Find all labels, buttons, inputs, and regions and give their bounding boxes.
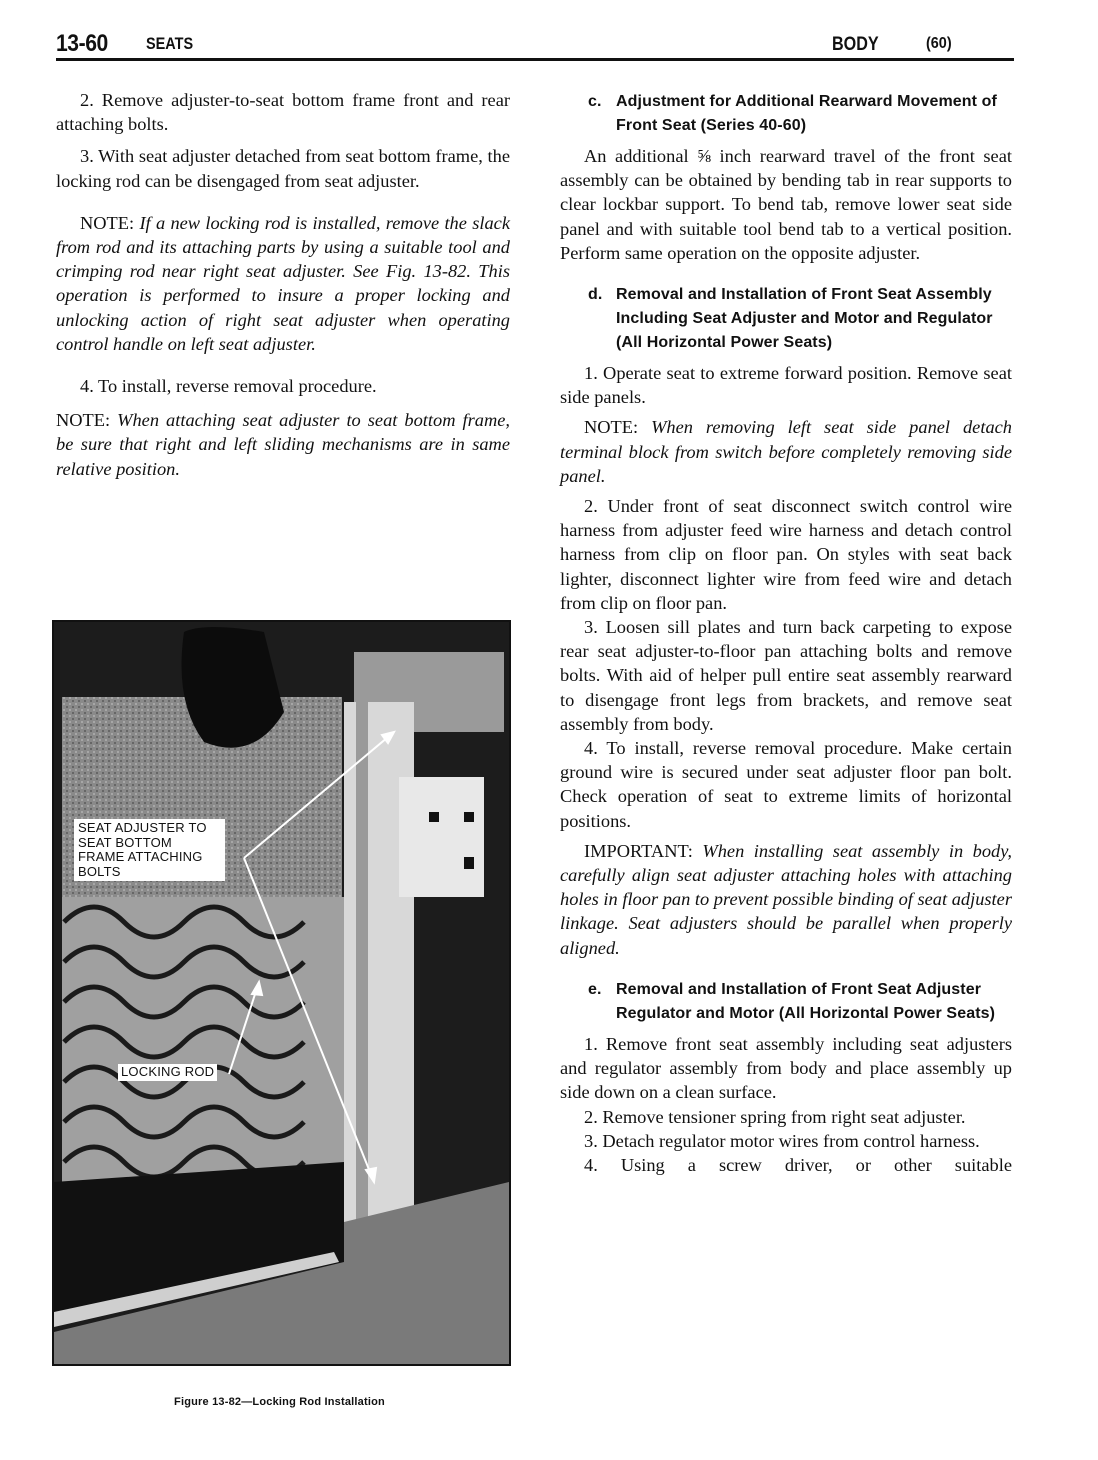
step-2-paragraph: 2. Remove adjuster-to-seat bottom frame front and rear attaching bolts.: [56, 90, 510, 135]
section-letter: c.: [588, 93, 602, 110]
section-title: Removal and Installation of Front Seat Assembly Including Seat Adjuster and Motor and Regulator (All Horizontal Power Seats): [616, 286, 993, 352]
step-3-paragraph: 3. Loosen sill plates and turn back carpeting to expose rear seat adjuster-to-floor pan attaching bolts and remove bolts. With aid of helper pull entire seat assembly rearward to disengage front legs from brackets, and remove seat assembly from body.: [560, 617, 1012, 734]
seat-adjuster-photo: [54, 622, 509, 1364]
step-4-paragraph: 4. To install, reverse removal procedure.: [80, 376, 377, 397]
body-paragraph: An additional ⅝ inch rearward travel of the front seat assembly can be obtained by bending tab in rear supports to clear lockbar support. To bend tab, remove lower seat side panel and with suitable tool bend tab to a vertical position. Perform same operation on the opposite adjuster.: [560, 146, 1012, 263]
note-paragraph: [56, 408, 510, 481]
step-1-paragraph: 1. Operate seat to extreme forward position. Remove seat side panels.: [560, 363, 1012, 408]
important-label: IMPORTANT:: [584, 840, 693, 861]
note-text: When attaching seat adjuster to seat bottom frame, be sure that right and left sliding mechanisms are in same relative position.: [56, 410, 510, 479]
callout-label: SEAT ADJUSTER TO SEAT BOTTOM FRAME ATTACHING BOLTS: [74, 819, 225, 881]
section-letter: d.: [588, 286, 603, 304]
note-label: NOTE:: [584, 417, 639, 438]
step-2-paragraph: 2. Under front of seat disconnect switch control wire harness from adjuster feed wire harness and detach control harness from clip on floor pan. On styles with seat back lighter, disconnect lighter wire from feed wire and detach from clip on floor pan.: [560, 496, 1012, 613]
note-paragraph: [560, 415, 1012, 488]
section-title: Adjustment for Additional Rearward Movement of Front Seat (Series 40-60): [616, 93, 997, 134]
step-2-paragraph: 2. Remove tensioner spring from right seat adjuster.: [584, 1106, 966, 1127]
section-heading: [560, 283, 1012, 355]
step-4-paragraph: 4. To install, reverse removal procedure. Make certain ground wire is secured under seat adjuster floor pan bolt. Check operation of seat to extreme limits of horizontal positions.: [560, 738, 1012, 831]
note-label: NOTE:: [56, 410, 111, 431]
important-text: When installing seat assembly in body, carefully align seat adjuster attaching holes with attaching holes in floor pan to prevent possible binding of seat adjuster linkage. Seat adjusters should be parallel when properly aligned.: [560, 840, 1012, 958]
note-paragraph: [56, 211, 510, 356]
step-3-paragraph: 3. With seat adjuster detached from seat bottom frame, the locking rod can be disengaged from seat adjuster.: [56, 146, 510, 191]
right-column: [560, 90, 1012, 1177]
section-letter: e.: [588, 980, 602, 998]
header-rule: [56, 58, 1014, 61]
figure-caption: Figure 13-82—Locking Rod Installation: [174, 1396, 385, 1408]
step-1-paragraph: 1. Remove front seat assembly including seat adjusters and regulator assembly from body and place assembly up side down on a clean surface.: [560, 1033, 1012, 1103]
section-title: Removal and Installation of Front Seat Adjuster Regulator and Motor (All Horizontal Power Seats): [616, 980, 996, 1022]
note-text: If a new locking rod is installed, remove the slack from rod and its attaching parts by using a suitable tool and crimping rod near right seat adjuster. See Fig. 13-82. This operation is performed to insure a proper locking and unlocking action of right seat adjuster when operating control handle on left seat adjuster.: [56, 212, 510, 354]
note-text: When removing left seat side panel detach terminal block from switch before completely removing side panel.: [560, 417, 1012, 486]
section-heading: [560, 978, 1012, 1026]
step-4-paragraph: 4. Using a screw driver, or other suitable: [584, 1154, 1012, 1175]
page-header: [56, 28, 1014, 62]
section-title: SEATS: [146, 34, 194, 53]
callout-label: LOCKING ROD: [118, 1064, 217, 1081]
section-heading: [560, 90, 1012, 138]
page-number: (60): [926, 35, 952, 52]
step-3-paragraph: 3. Detach regulator motor wires from control harness.: [584, 1130, 980, 1151]
note-label: NOTE:: [80, 212, 135, 233]
important-paragraph: [560, 839, 1012, 960]
page-ref: 13-60: [56, 30, 108, 57]
left-column: [56, 88, 510, 481]
chapter-title: BODY: [832, 34, 879, 55]
figure-photo: [52, 620, 511, 1366]
